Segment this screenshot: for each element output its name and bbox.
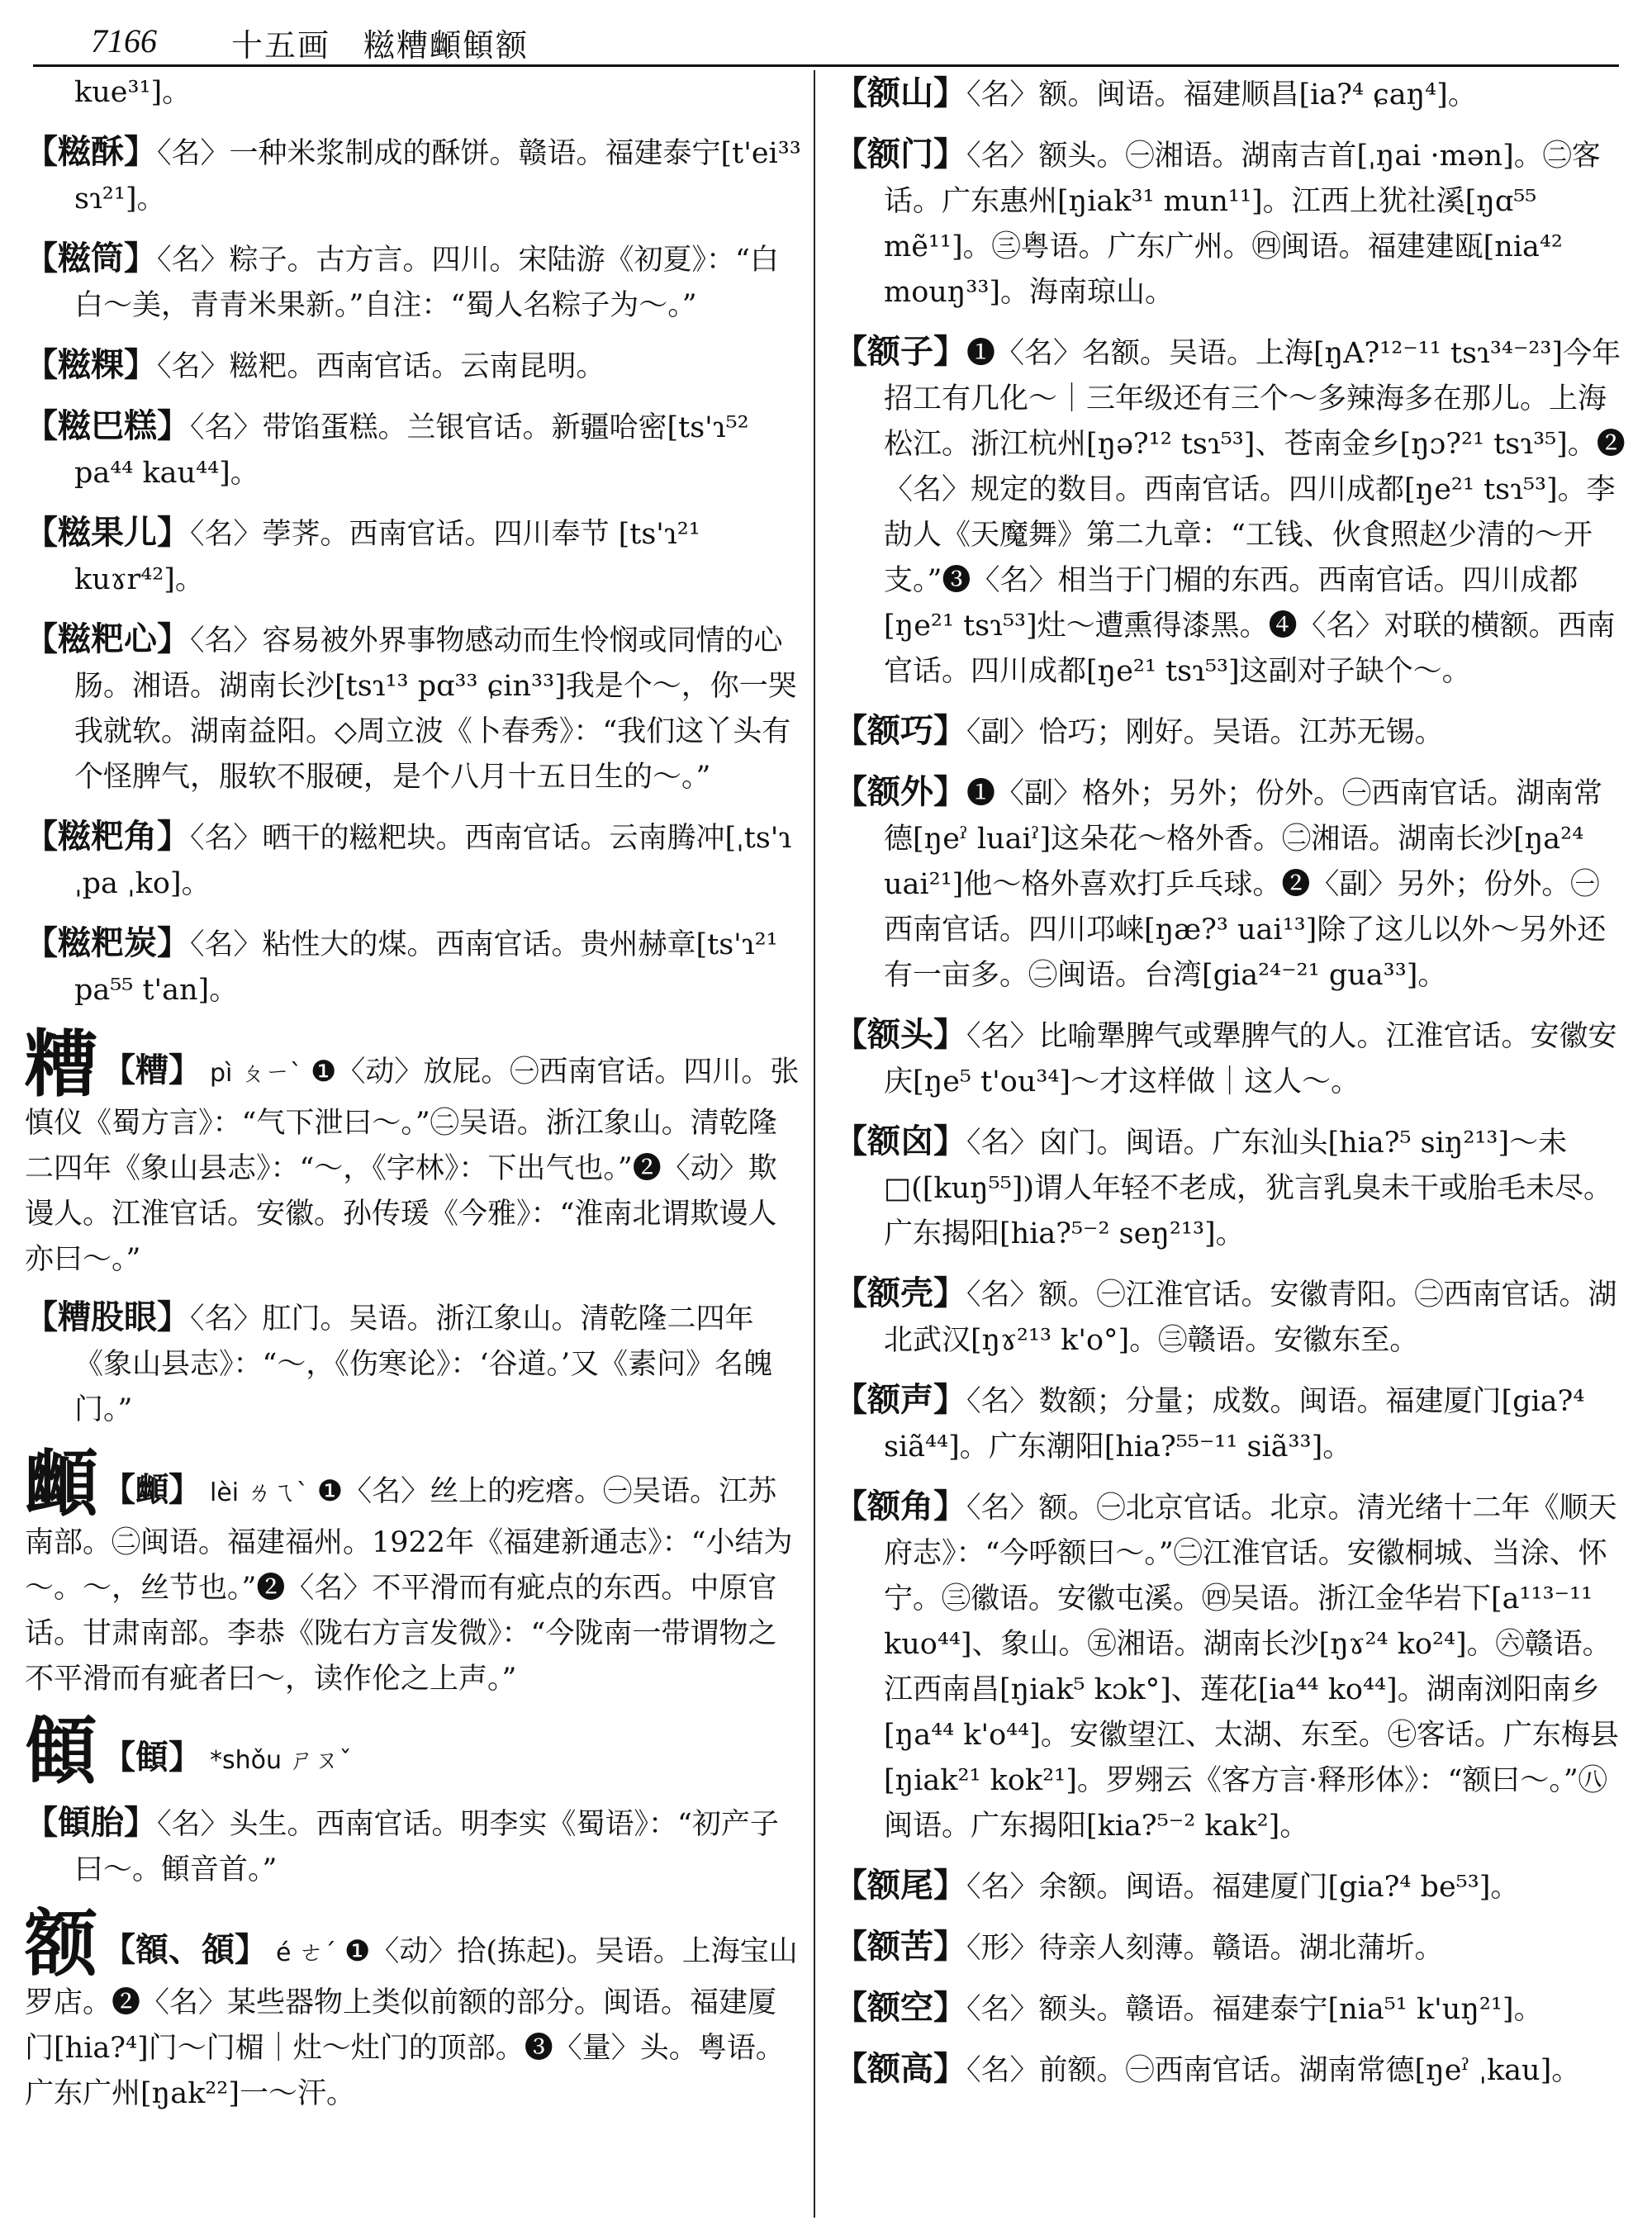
entry-headword: 【额囟】 xyxy=(834,1122,966,1160)
entry-definition: kue³¹]。 xyxy=(74,76,192,109)
dictionary-entry xyxy=(25,129,801,222)
headword-char: 额 xyxy=(25,1900,98,1986)
entry-definition: ❶〈副〉格外；另外；份外。㊀西南官话。湖南常德[ŋeˀ luaiˀ]这朵花～格外香。㊁湘语。湖南长沙[ŋa²⁴ uai²¹]他～格外喜欢打乒乓球。❷〈副〉另外；份外。㊀西南官话。四川邛崃[ŋæ?³ uai¹³]除了这儿以外～另外还有一亩多。㊁闽语。台湾[gia²⁴⁻²¹ gua³³]。 xyxy=(884,777,1607,992)
entry-headword: 【额头】 xyxy=(834,1015,966,1054)
dictionary-entry xyxy=(25,1294,801,1433)
dictionary-entry xyxy=(834,769,1627,999)
entry-headword: 【额巧】 xyxy=(834,711,966,750)
entry-definition: 〈名〉粽子。古方言。四川。宋陆游《初夏》：“白白～美，青青米果新。”自注：“蜀人名粽子为～。” xyxy=(74,244,779,322)
dictionary-entry xyxy=(834,1377,1627,1470)
dictionary-entry xyxy=(25,920,801,1013)
dictionary-entry xyxy=(834,131,1627,316)
entry-headword: 【糍巴糕】 xyxy=(25,406,190,445)
dictionary-entry xyxy=(25,70,801,116)
entry-definition: 〈名〉额。㊀江淮官话。安徽青阳。㊁西南官话。湖北武汉[ŋɤ²¹³ k'o°]。㊂赣语。安徽东至。 xyxy=(884,1279,1617,1357)
entry-headword: 【糍酥】 xyxy=(25,132,157,171)
headword-pronunciation: pì ㄆㄧˋ xyxy=(210,1059,302,1088)
entry-headword: 【额高】 xyxy=(834,2049,966,2088)
entry-headword: 【额空】 xyxy=(834,1988,966,2027)
headword-block-shou xyxy=(25,1708,801,1794)
headword-pronunciation: *shǒu ㄕㄡˇ xyxy=(210,1746,352,1775)
entry-definition: 〈名〉晒干的糍粑块。西南官话。云南腾冲[ˌts'ɿ ˌpa ˌko]。 xyxy=(74,822,792,900)
entry-definition: 〈名〉囟门。闽语。广东汕头[hia?⁵ siŋ²¹³]～未□([kuŋ⁵⁵])谓人年轻不老成，犹言乳臭未干或胎毛未尽。广东揭阳[hia?⁵⁻² seŋ²¹³]。 xyxy=(884,1127,1613,1250)
headword-definition: ❶〈名〉丝上的疙瘩。㊀吴语。江苏南部。㊁闽语。福建福州。1922年《福建新通志》：“小结为～。～，丝节也。”❷〈名〉不平滑而有疵点的东西。中原官话。甘肃南部。李恭《陇右方言发微》：“今陇南一带谓物之不平滑而有疵者曰～，读作伦之上声。” xyxy=(25,1475,793,1696)
headword-variant: 【糟】 xyxy=(102,1051,202,1089)
entry-headword: 【额门】 xyxy=(834,135,966,173)
headword-block-cao xyxy=(25,1021,801,1283)
dictionary-entry xyxy=(25,510,801,603)
dictionary-entry xyxy=(834,2046,1627,2094)
headword-char: 䫜 xyxy=(25,1440,98,1526)
entry-definition: 〈形〉待亲人刻薄。赣语。湖北蒲圻。 xyxy=(966,1932,1444,1965)
entry-definition: 〈名〉比喻犟脾气或犟脾气的人。江淮官话。安徽安庆[ŋe⁵ t'ou³⁴]～才这样做｜这人～。 xyxy=(884,1020,1617,1098)
entry-headword: 【糍筒】 xyxy=(25,239,157,278)
dictionary-entry xyxy=(834,70,1627,118)
entry-definition: 〈名〉一种米浆制成的酥饼。赣语。福建泰宁[t'ei³³ sɿ²¹]。 xyxy=(74,137,801,216)
headword-block-lei xyxy=(25,1440,801,1702)
dictionary-entry xyxy=(834,708,1627,756)
page-number: 7166 xyxy=(91,22,157,59)
entry-headword: 【糍粑角】 xyxy=(25,817,190,856)
entry-definition: 〈名〉余额。闽语。福建厦门[gia?⁴ be⁵³]。 xyxy=(966,1871,1520,1904)
left-column xyxy=(25,70,801,2222)
entry-definition: 〈名〉糍粑。西南官话。云南昆明。 xyxy=(157,350,605,383)
entry-headword: 【额壳】 xyxy=(834,1274,966,1312)
entry-headword: 【糍果儿】 xyxy=(25,513,190,552)
entry-definition: 〈名〉额头。赣语。福建泰宁[nia⁵¹ k'uŋ²¹]。 xyxy=(966,1993,1543,2026)
entry-headword: 【额尾】 xyxy=(834,1866,966,1905)
dictionary-entry xyxy=(834,1270,1627,1364)
entry-definition: 〈名〉前额。㊀西南官话。湖南常德[ŋeˀ ˌkau]。 xyxy=(966,2054,1581,2087)
dictionary-entry xyxy=(834,329,1627,695)
entry-definition: 〈名〉容易被外界事物感动而生怜悯或同情的心肠。湘语。湖南长沙[tsɿ¹³ pɑ³³ ɕin³³]我是个～，你一哭我就软。湖南益阳。◇周立波《卜春秀》：“我们这丫头有个怪脾气，服软不服硬，是个八月十五日生的～。” xyxy=(74,624,797,794)
entry-definition: 〈名〉额头。㊀湘语。湖南吉首[ˌŋai ·mən]。㊁客话。广东惠州[ŋiak³¹ mun¹¹]。江西上犹社溪[ŋɑ⁵⁵ mẽ¹¹]。㊂粤语。广东广州。㊃闽语。福建建瓯[nia⁴² mouŋ³³]。海南琼山。 xyxy=(884,140,1601,309)
dictionary-entry xyxy=(834,1924,1627,1971)
entry-definition: 〈名〉肛门。吴语。浙江象山。清乾隆二四年《象山县志》：“～，《伤寒论》：‘谷道。’又《素问》名魄门。” xyxy=(74,1302,773,1426)
dictionary-entry xyxy=(834,1483,1627,1849)
entry-headword: 【额子】 xyxy=(834,332,966,371)
dictionary-entry xyxy=(834,1012,1627,1105)
entry-headword: 【顀胎】 xyxy=(25,1803,157,1842)
headword-block-e xyxy=(25,1900,801,2117)
dictionary-entry xyxy=(834,1985,1627,2033)
headword-char: 糟 xyxy=(25,1021,98,1107)
entry-definition: 〈名〉头生。西南官话。明李实《蜀语》：“初产子曰～。顀音首。” xyxy=(74,1808,779,1886)
dictionary-entry xyxy=(25,814,801,907)
headword-variant: 【額、頟】 xyxy=(102,1930,268,1969)
entry-headword: 【额苦】 xyxy=(834,1927,966,1966)
headword-variant: 【䫜】 xyxy=(102,1470,202,1509)
entry-definition: ❶〈名〉名额。吴语。上海[ŋA?¹²⁻¹¹ tsɿ³⁴⁻²³]今年招工有几化～｜三年级还有三个～多辣海多在那儿。上海松江。浙江杭州[ŋə?¹² tsɿ⁵³]、苍南金乡[ŋɔ?²¹ tsɿ³⁵]。❷〈名〉规定的数目。西南官话。四川成都[ŋe²¹ tsɿ⁵³]。李劼人《天魔舞》第二九章：“工钱、伙食照赵少清的～开支。”❸〈名〉相当于门楣的东西。西南官话。四川成都[ŋe²¹ tsɿ⁵³]灶～遭熏得漆黑。❹〈名〉对联的横额。西南官话。四川成都[ŋe²¹ tsɿ⁵³]这副对子缺个～。 xyxy=(884,337,1626,688)
dictionary-entry xyxy=(25,403,801,496)
entry-definition: 〈名〉荸荠。西南官话。四川奉节 [ts'ɿ²¹ kuɤr⁴²]。 xyxy=(74,518,700,596)
headword-pronunciation: é ㄜˊ xyxy=(276,1938,337,1967)
entry-headword: 【额山】 xyxy=(834,74,966,112)
headword-definition: ❶〈动〉拾(拣起)。吴语。上海宝山罗店。❷〈名〉某些器物上类似前额的部分。闽语。福建厦门[hia?⁴]门～门楣｜灶～灶门的顶部。❸〈量〉头。粤语。广东广州[ŋak²²]一～汗。 xyxy=(25,1935,798,2110)
entry-definition: 〈名〉带馅蛋糕。兰银官话。新疆哈密[ts'ɿ⁵² pa⁴⁴ kau⁴⁴]。 xyxy=(74,411,749,490)
entry-headword: 【糍粑心】 xyxy=(25,619,190,658)
headword-definition: ❶〈动〉放屁。㊀西南官话。四川。张慎仪《蜀方言》：“气下泄曰～。”㊁吴语。浙江象山。清乾隆二四年《象山县志》：“～，《字林》：下出气也。”❷〈动〉欺谩人。江淮官话。安徽。孙传瑗《今雅》：“淮南北谓欺谩人亦曰～。” xyxy=(25,1056,800,1276)
column-divider xyxy=(814,70,815,2218)
entry-definition: 〈名〉数额；分量；成数。闽语。福建厦门[gia?⁴ siã⁴⁴]。广东潮阳[hia?⁵⁵⁻¹¹ siã³³]。 xyxy=(884,1385,1585,1464)
dictionary-entry xyxy=(25,616,801,800)
entry-headword: 【额角】 xyxy=(834,1487,966,1525)
section-title: 十五画 糍糟䫜顀额 xyxy=(231,27,529,64)
entry-definition: 〈副〉恰巧；刚好。吴语。江苏无锡。 xyxy=(966,716,1444,749)
entry-headword: 【额声】 xyxy=(834,1380,966,1419)
entry-headword: 【额外】 xyxy=(834,772,966,811)
entry-definition: 〈名〉粘性大的煤。西南官话。贵州赫章[ts'ɿ²¹ pa⁵⁵ t'an]。 xyxy=(74,928,778,1007)
headword-char: 顀 xyxy=(25,1708,98,1794)
dictionary-entry xyxy=(834,1862,1627,1910)
entry-definition: 〈名〉额。㊀北京官话。北京。清光绪十二年《顺天府志》：“今呼额曰～。”㊁江淮官话。安徽桐城、当涂、怀宁。㊂徽语。安徽屯溪。㊃吴语。浙江金华岩下[a¹¹³⁻¹¹ kuo⁴⁴]、象山。㊄湘语。湖南长沙[ŋɤ²⁴ ko²⁴]。㊅赣语。江西南昌[ŋiak⁵ kɔk°]、莲花[ia⁴⁴ ko⁴⁴]。湖南浏阳南乡[ŋa⁴⁴ k'o⁴⁴]。安徽望江、太湖、东至。㊆客话。广东梅县[ŋiak²¹ kok²¹]。罗翙云《客方言·释形体》：“额曰～。”㊇闽语。广东揭阳[kia?⁵⁻² kak²]。 xyxy=(884,1492,1619,1843)
dictionary-entry xyxy=(25,1800,801,1893)
page-header xyxy=(33,15,1619,67)
right-column xyxy=(834,70,1627,2222)
dictionary-entry xyxy=(834,1118,1627,1257)
entry-headword: 【糍粑炭】 xyxy=(25,923,190,962)
entry-definition: 〈名〉额。闽语。福建顺昌[ia?⁴ ɕaŋ⁴]。 xyxy=(966,78,1477,112)
dictionary-entry xyxy=(25,235,801,329)
dictionary-entry xyxy=(25,342,801,390)
headword-variant: 【顀】 xyxy=(102,1738,202,1777)
entry-headword: 【糍粿】 xyxy=(25,345,157,384)
entry-headword: 【糟股眼】 xyxy=(25,1298,190,1336)
headword-pronunciation: lèi ㄌㄟˋ xyxy=(210,1478,309,1507)
